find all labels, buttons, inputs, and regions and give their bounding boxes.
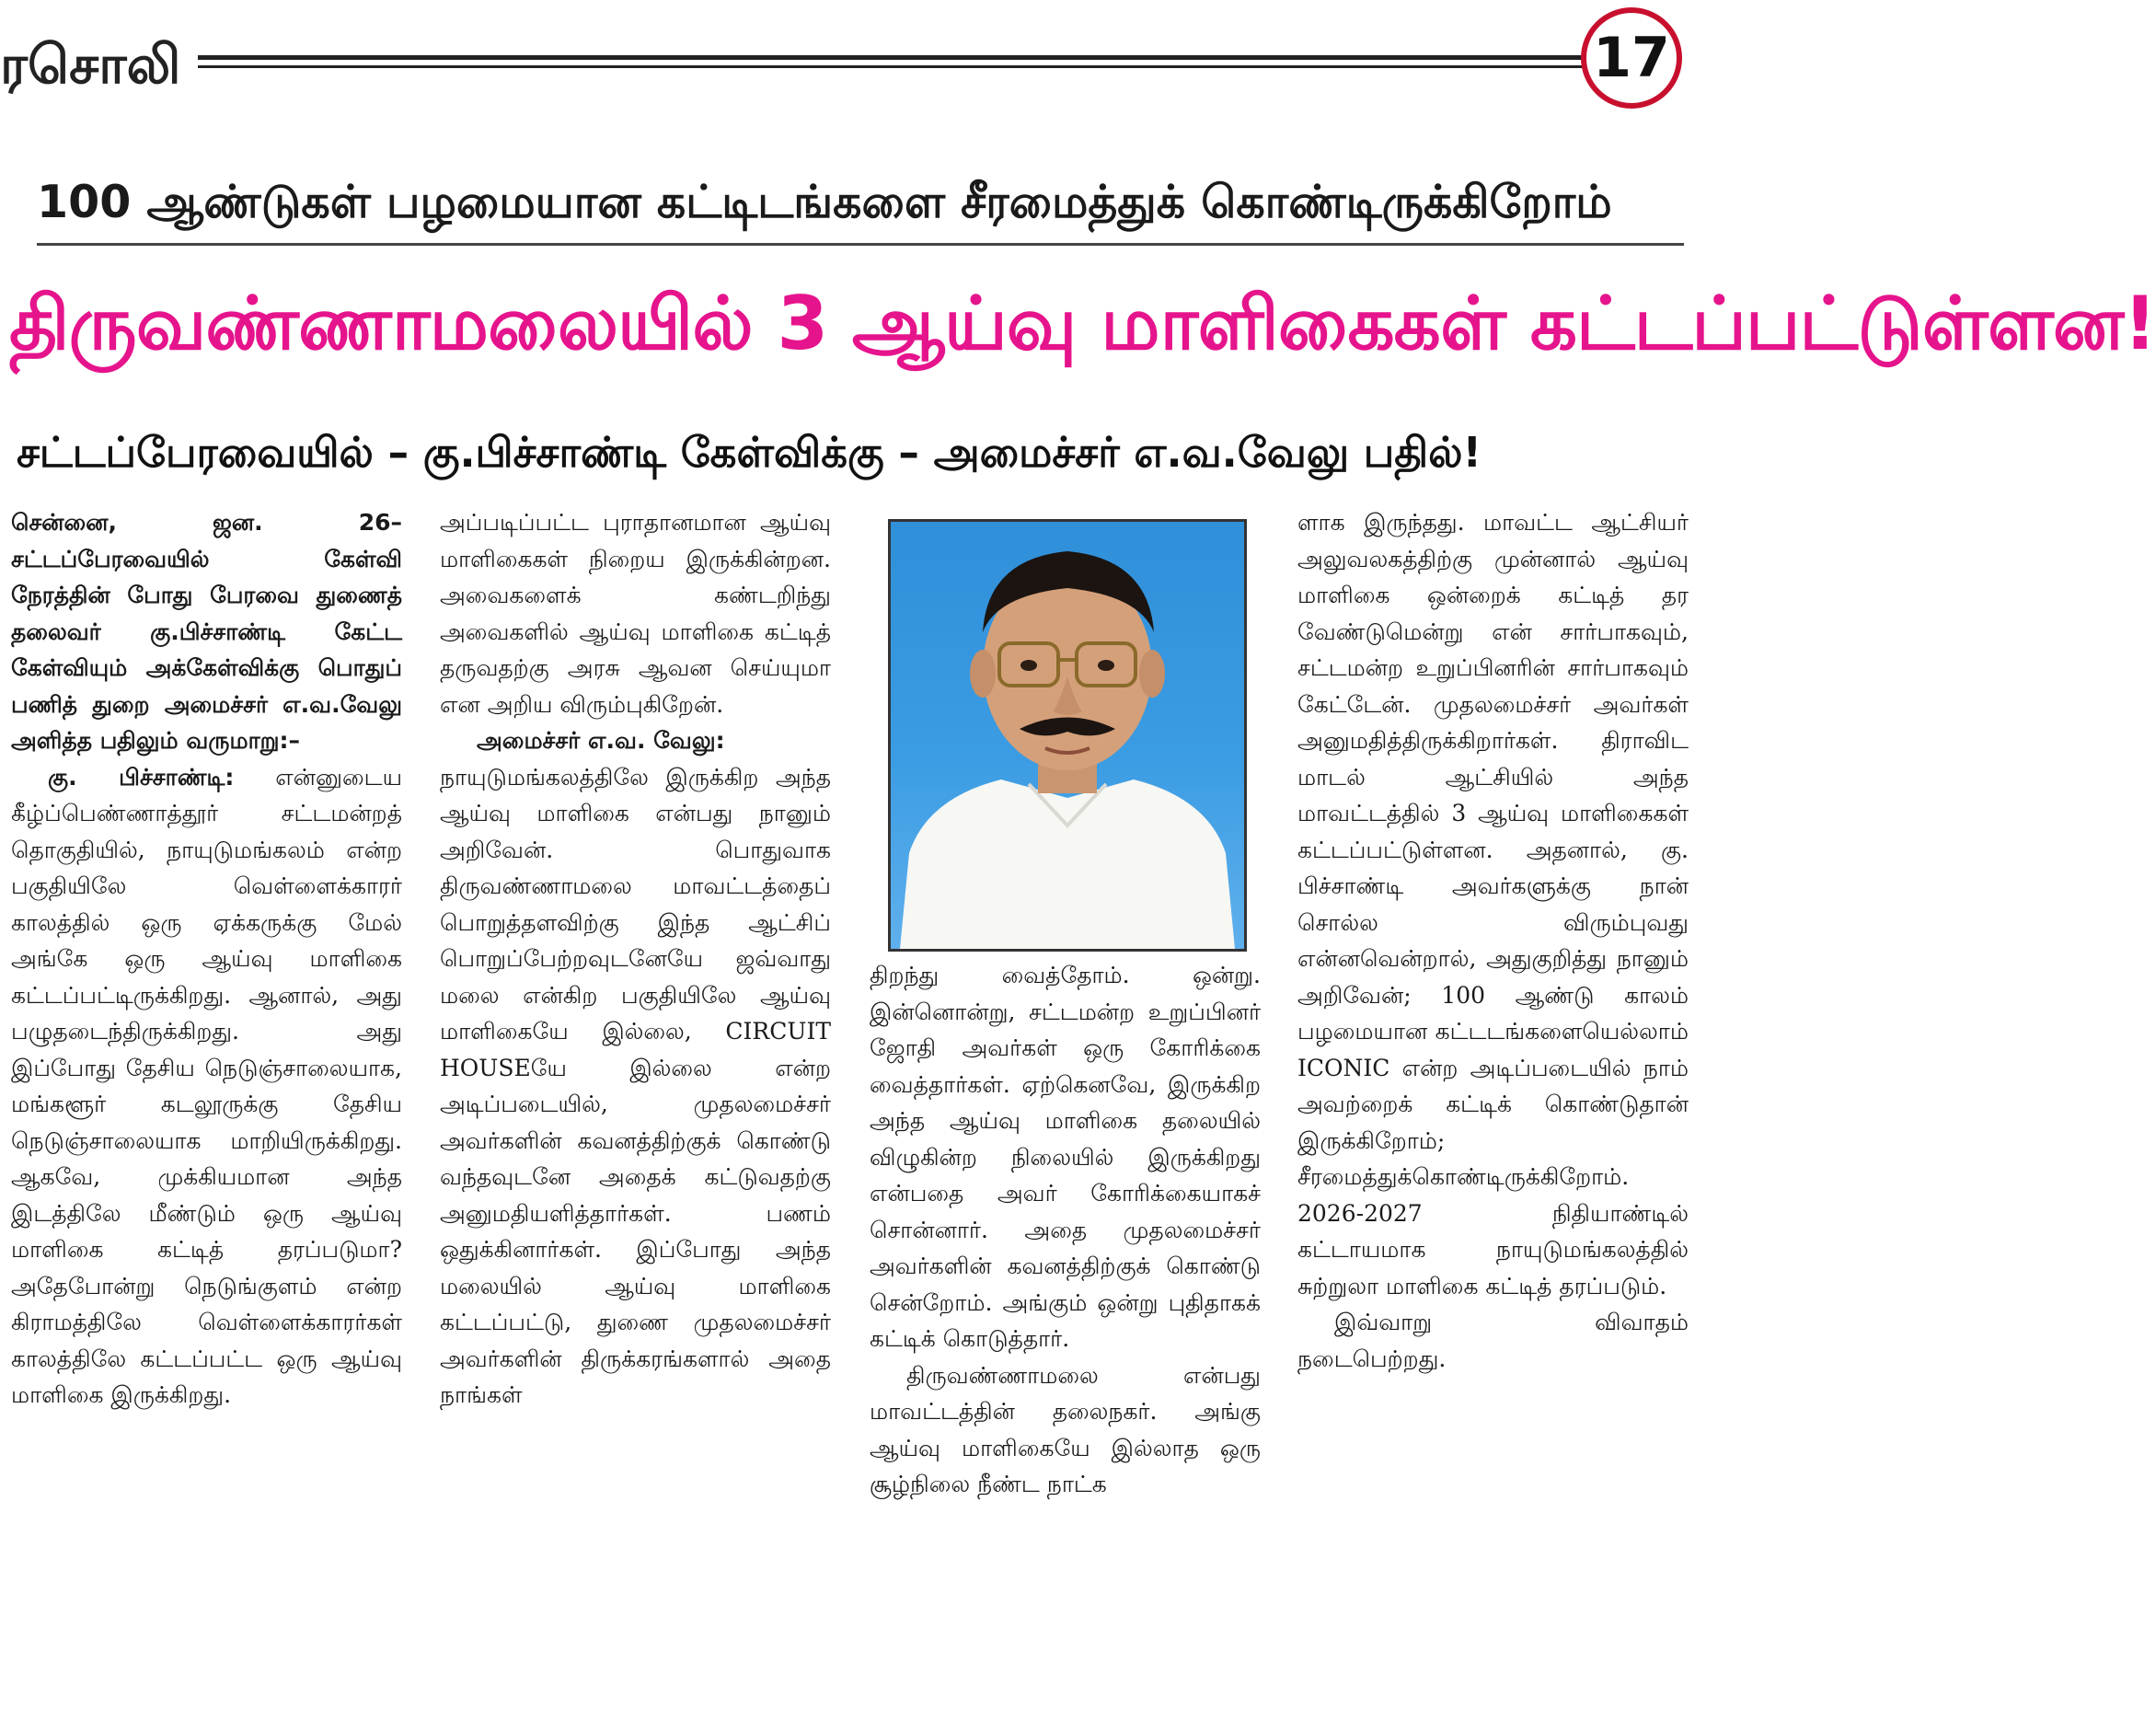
article-column-4 [1297, 504, 1689, 1728]
article-column-3 [870, 957, 1261, 1730]
column-4-text-2: இவ்வாறு விவாதம் நடைபெற்றது. [1297, 1309, 1689, 1372]
masthead-rule [198, 55, 1587, 68]
column-3-text-2: திருவண்ணாமலை என்பது மாவட்டத்தின் தலைநகர். அங்கு ஆய்வு மாளிகையே இல்லாத ஒரு சூழ்நிலை நீண்ட நாட்க [870, 1361, 1261, 1497]
column-3-text-1: திறந்து வைத்தோம். ஒன்று. இன்னொன்று, சட்டமன்ற உறுப்பினர் ஜோதி அவர்கள் ஒரு கோரிக்கை வைத்தார்கள். ஏற்கெனவே, இருக்கிற அந்த ஆய்வு மாளிகை தலையில் விழுகின்ற நிலையில் இருக்கிறது என்பதை அவர் கோரிக்கையாகச் சொன்னார். அதை முதலமைச்சர் அவர்களின் கவனத்திற்குக் கொண்டு சென்றோம். அங்கும் ஒன்று புதிதாகக் கட்டிக் கொடுத்தார். [870, 962, 1261, 1352]
article-column-1 [11, 504, 402, 1728]
article-subheadline: சட்டப்பேரவையில் – கு.பிச்சாண்டி கேள்விக்கு – அமைச்சர் எ.வ.வேலு பதில்! [17, 428, 1482, 477]
article-column-2 [440, 504, 831, 1728]
masthead [0, 0, 1691, 138]
portrait-icon [891, 522, 1244, 949]
kicker-divider [37, 243, 1684, 246]
speaker-velu: அமைச்சர் எ.வ. வேலு: [477, 727, 725, 754]
column-2-text-2: நாயுடுமங்கலத்திலே இருக்கிற அந்த ஆய்வு மாளிகை என்பது நானும் அறிவேன். பொதுவாக திருவண்ணாமலை மாவட்டத்தைப் பொறுத்தளவிற்கு இந்த ஆட்சிப் பொறுப்பேற்றவுடனேயே ஜவ்வாது மலை என்கிற பகுதியிலே ஆய்வு மாளிகையே இல்லை, CIRCUIT HOUSEயே இல்லை என்ற அடிப்படையில், முதலமைச்சர் அவர்களின் கவனத்திற்குக் கொண்டு வந்தவுடனே அதைக் கட்டுவதற்கு அனுமதியளித்தார்கள். பணம் ஒதுக்கினார்கள். இப்போது அந்த மலையில் ஆய்வு மாளிகை கட்டப்பட்டு, துணை முதலமைச்சர் அவர்களின் திருக்கரங்களால் அதை நாங்கள் [440, 763, 831, 1408]
minister-portrait-photo [888, 519, 1247, 952]
column-4-text-1: ளாக இருந்தது. மாவட்ட ஆட்சியர் அலுவலகத்திற்கு முன்னால் ஆய்வு மாளிகை ஒன்றைக் கட்டித் தர வேண்டுமென்று என் சார்பாகவும், சட்டமன்ற உறுப்பினரின் சார்பாகவும் கேட்டேன். முதலமைச்சர் அவர்கள் அனுமதித்திருக்கிறார்கள். திராவிட மாடல் ஆட்சியில் அந்த மாவட்டத்தில் 3 ஆய்வு மாளிகைகள் கட்டப்பட்டுள்ளன. அதனால், கு. பிச்சாண்டி அவர்களுக்கு நான் சொல்ல விரும்புவது என்னவென்றால், அதுகுறித்து நானும் அறிவேன்; 100 ஆண்டு காலம் பழமையான கட்டடங்களையெல்லாம் ICONIC என்ற அடிப்படையில் நாம் அவற்றைக் கட்டிக் கொண்டுதான் இருக்கிறோம்; சீரமைத்துக்கொண்டிருக்கிறோம். 2026-2027 நிதியாண்டில் கட்டாயமாக நாயுடுமங்கலத்தில் சுற்றுலா மாளிகை கட்டித் தரப்படும். [1297, 509, 1689, 1299]
article-headline: திருவண்ணாமலையில் 3 ஆய்வு மாளிகைகள் கட்டப்பட்டுள்ளன! [9, 281, 2156, 366]
column-1-text: என்னுடைய கீழ்ப்பெண்ணாத்தூர் சட்டமன்றத் தொகுதியில், நாயுடுமங்கலம் என்ற பகுதியிலே வெள்ளைக்காரர் காலத்தில் ஒரு ஏக்கருக்கு மேல் அங்கே ஒரு ஆய்வு மாளிகை கட்டப்பட்டிருக்கிறது. ஆனால், அது பழுதடைந்திருக்கிறது. அது இப்போது தேசிய நெடுஞ்சாலையாக, மங்களூர் கடலூருக்கு தேசிய நெடுஞ்சாலையாக மாறியிருக்கிறது. ஆகவே, முக்கியமான அந்த இடத்திலே மீண்டும் ஒரு ஆய்வு மாளிகை கட்டித் தரப்படுமா? அதேபோன்று நெடுங்குளம் என்ற கிராமத்திலே வெள்ளைக்காரர்கள் காலத்திலே கட்டப்பட்ட ஒரு ஆய்வு மாளிகை இருக்கிறது. [11, 763, 403, 1408]
dateline-lead: சென்னை, ஜன. 26– சட்டப்பேரவையில் கேள்வி நேரத்தின் போது பேரவை துணைத் தலைவர் கு.பிச்சாண்டி கேட்ட கேள்வியும் அக்கேள்விக்கு பொதுப் பணித் துறை அமைச்சர் எ.வ.வேலு அளித்த பதிலும் வருமாறு:– [11, 509, 402, 754]
article-kicker: 100 ஆண்டுகள் பழமையான கட்டிடங்களை சீரமைத்துக் கொண்டிருக்கிறோம் [37, 176, 1612, 228]
page-number-badge: 17 [1581, 7, 1682, 109]
column-2-text-1: அப்படிப்பட்ட புராதானமான ஆய்வு மாளிகைகள் நிறைய இருக்கின்றன. அவைகளைக் கண்டறிந்து அவைகளில் ஆய்வு மாளிகை கட்டித் தருவதற்கு அரசு ஆவன செய்யுமா என அறிய விரும்புகிறேன். [440, 509, 831, 718]
newspaper-name: ரசொலி [0, 33, 181, 96]
speaker-pichandi: கு. பிச்சாண்டி: [48, 763, 235, 791]
